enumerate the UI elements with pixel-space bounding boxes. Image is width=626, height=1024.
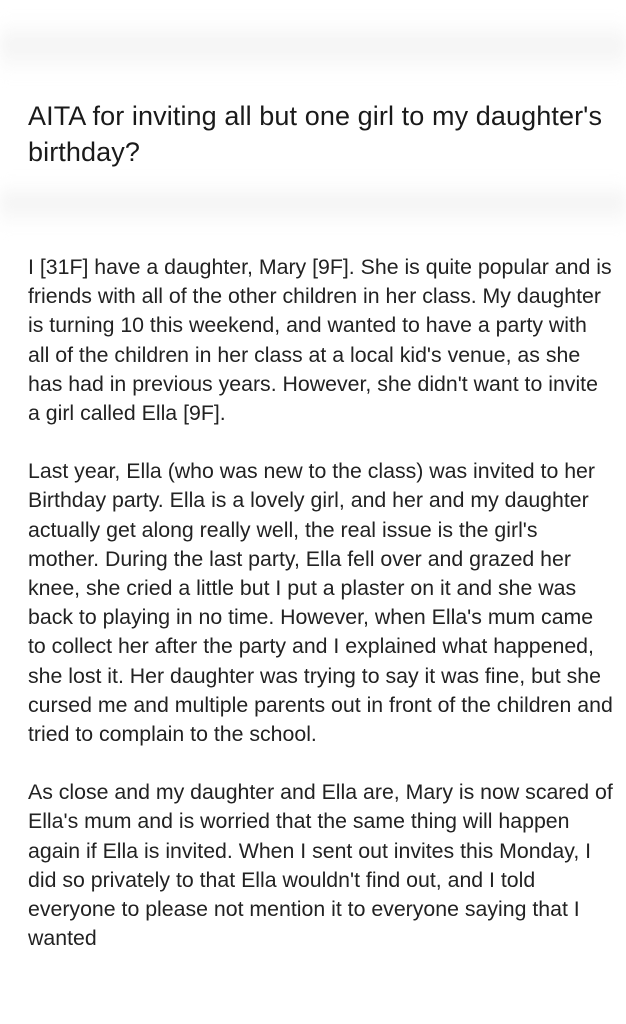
post-body (28, 253, 613, 953)
post-paragraph-3: As close and my daughter and Ella are, Mary is now scared of Ella's mum and is worried that the same thing will happen again if Ella is invited. When I sent out invites this Monday, I did so privately to that Ella wouldn't find out, and I told everyone to please not mention it to everyone saying that I wanted (28, 780, 613, 951)
post-paragraph-1: I [31F] have a daughter, Mary [9F]. She is quite popular and is friends with all of the other children in her class. My daughter is turning 10 this weekend, and wanted to have a party with all of the children in her class at a local kid's venue, as she has had in previous years. However, she didn't want to invite a girl called Ella [9F]. (28, 255, 612, 426)
blurred-header-area (0, 18, 626, 78)
post-title: AITA for inviting all but one girl to my daughter's birthday? (28, 101, 603, 167)
post-paragraph-2: Last year, Ella (who was new to the class) was invited to her Birthday party. Ella is a lovely girl, and her and my daughter actually get along really well, the real issue is the girl's mother. During the last party, Ella fell over and grazed her knee, she cried a little but I put a plaster on it and she was back to playing in no time. However, when Ella's mum came to collect her after the party and I explained what happened, she lost it. Her daughter was trying to say it was fine, but she cursed me and multiple parents out in front of the children and tried to complain to the school. (28, 459, 613, 747)
post (28, 98, 613, 982)
